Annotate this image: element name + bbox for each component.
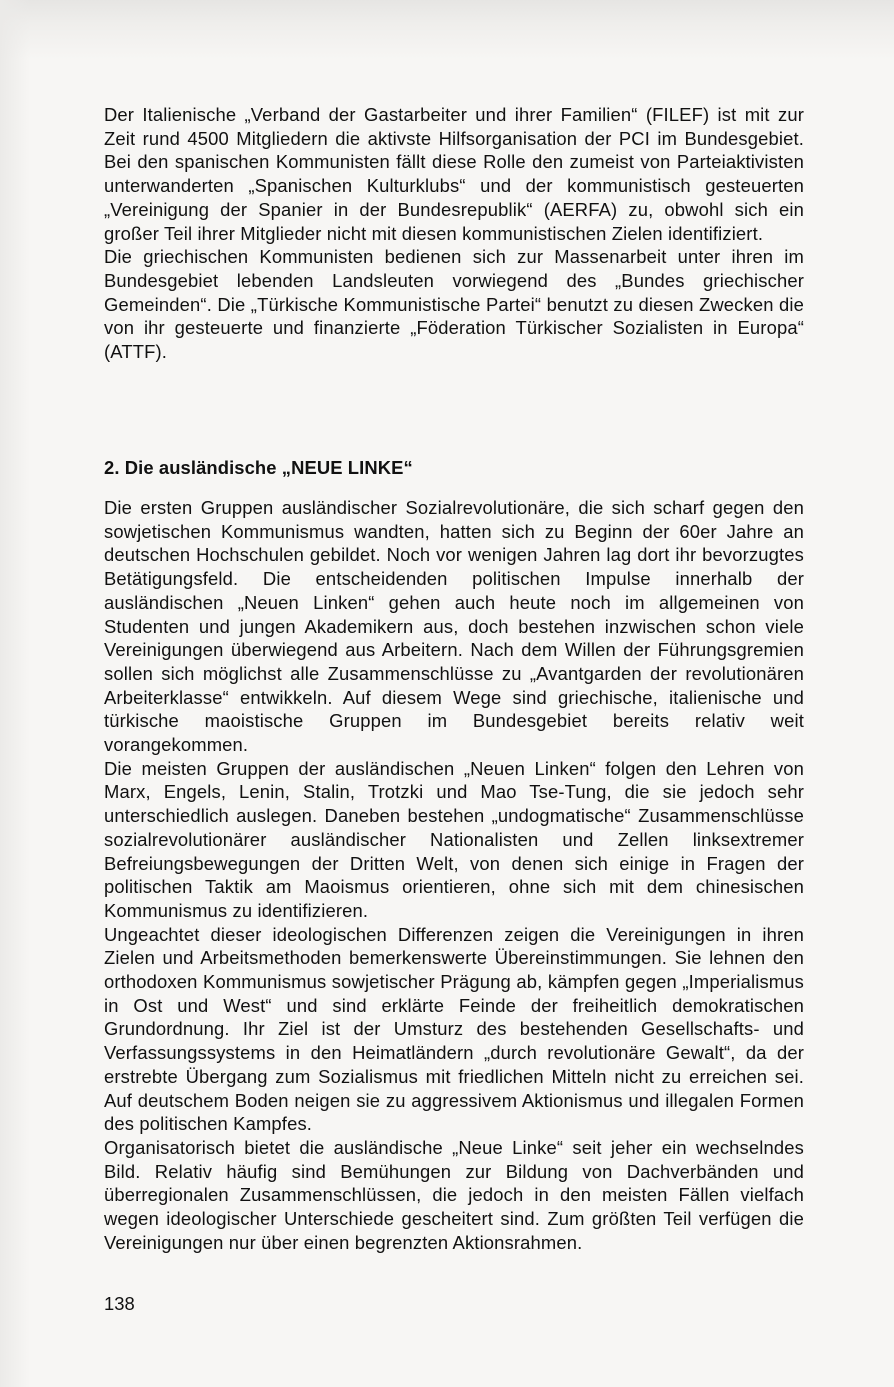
intro-text-block bbox=[104, 103, 804, 364]
section-paragraph: Die ersten Gruppen ausländischer Sozialrevolutionäre, die sich scharf gegen den sowjetischen Kommunismus wandten, hatten sich zu Beginn der 60er Jahre an deutschen Hochschulen gebildet. Noch vor wenigen Jahren lag dort ihr bevorzugtes Betätigungsfeld. Die entscheidenden politischen Impulse innerhalb der ausländischen „Neuen Linken“ gehen auch heute noch im allgemeinen von Studenten und jungen Akademikern aus, doch bestehen inzwischen schon viele Vereinigungen überwiegend aus Arbeitern. Nach dem Willen der Führungsgremien sollen sich möglichst alle Zusammenschlüsse zu „Avantgarden der revolutionären Arbeiterklasse“ entwikkeln. Auf diesem Wege sind griechische, italienische und türkische maoistische Gruppen im Bundesgebiet bereits relativ weit vorangekommen. bbox=[104, 497, 804, 756]
section-heading: 2. Die ausländische „NEUE LINKE“ bbox=[104, 457, 413, 478]
section-text-block bbox=[104, 496, 804, 1255]
scan-shadow-left bbox=[0, 0, 30, 1387]
scan-shadow-top bbox=[0, 0, 894, 60]
page-number: 138 bbox=[104, 1293, 135, 1314]
intro-paragraph: Die griechischen Kommunisten bedienen sich zur Massenarbeit unter ihren im Bundesgebiet lebenden Landsleuten vorwiegend des „Bundes griechischer Gemeinden“. Die „Türkische Kommunistische Partei“ benutzt zu diesen Zwecken die von ihr gesteuerte und finanzierte „Föderation Türkischer Sozialisten in Europa“ (ATTF). bbox=[104, 246, 804, 363]
section-paragraph: Organisatorisch bietet die ausländische „Neue Linke“ seit jeher ein wechselndes Bild. Relativ häufig sind Bemühungen zur Bildung von Dachverbänden und überregionalen Zusammenschlüssen, die jedoch in den meisten Fällen vielfach wegen ideologischer Unterschiede gescheitert sind. Zum größten Teil verfügen die Vereinigungen nur über einen begrenzten Aktionsrahmen. bbox=[104, 1136, 804, 1253]
section-paragraph: Die meisten Gruppen der ausländischen „Neuen Linken“ folgen den Lehren von Marx, Engels, Lenin, Stalin, Trotzki und Mao Tse-Tung, die sie jedoch sehr unterschiedlich auslegen. Daneben bestehen „undogmatische“ Zusammenschlüsse sozialrevolutionärer ausländischer Nationalisten und Zellen linksextremer Befreiungsbewegungen der Dritten Welt, von denen sich einige in Fragen der politischen Taktik am Maoismus orientieren, ohne sich mit dem chinesischen Kommunismus zu identifizieren. bbox=[104, 757, 804, 921]
intro-paragraph: Der Italienische „Verband der Gastarbeiter und ihrer Familien“ (FILEF) ist mit zur Zeit rund 4500 Mitgliedern die aktivste Hilfsorganisation der PCI im Bundesgebiet. Bei den spanischen Kommunisten fällt diese Rolle den zumeist von Parteiaktivisten unterwanderten „Spanischen Kulturklubs“ und der kommunistisch gesteuerten „Vereinigung der Spanier in der Bundesrepublik“ (AERFA) zu, obwohl sich ein großer Teil ihrer Mitglieder nicht mit diesen kommunistischen Zielen identifiziert. bbox=[104, 104, 804, 244]
section-paragraph: Ungeachtet dieser ideologischen Differenzen zeigen die Vereinigungen in ihren Zielen und Arbeitsmethoden bemerkenswerte Übereinstimmungen. Sie lehnen den orthodoxen Kommunismus sowjetischer Prägung ab, kämpfen gegen „Imperialismus in Ost und West“ und sind erklärte Feinde der freiheitlich demokratischen Grundordnung. Ihr Ziel ist der Umsturz des bestehenden Gesellschafts- und Verfassungssystems in den Heimatländern „durch revolutionäre Gewalt“, da der erstrebte Übergang zum Sozialismus mit friedlichen Mitteln nicht zu erreichen sei. Auf deutschem Boden neigen sie zu aggressivem Aktionismus und illegalen Formen des politischen Kampfes. bbox=[104, 923, 804, 1135]
